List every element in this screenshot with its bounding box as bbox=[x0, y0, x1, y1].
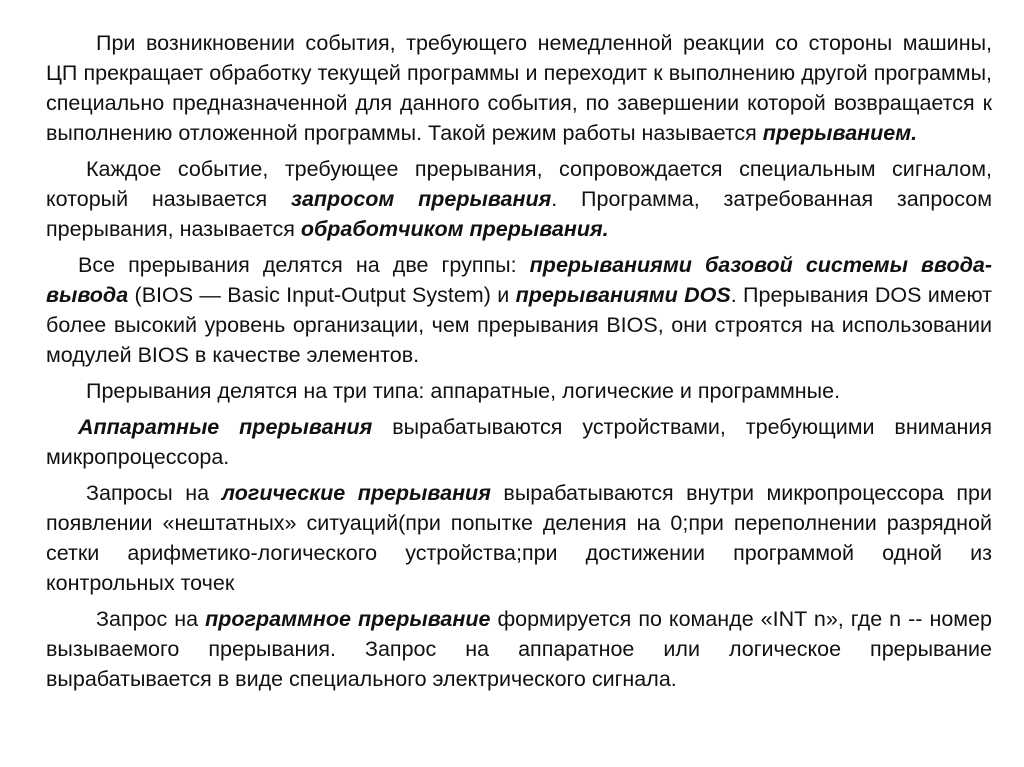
text-segment: Все прерывания делятся на две группы: bbox=[78, 253, 530, 277]
text-segment: Прерывания делятся на три типа: аппаратные, логические и программные. bbox=[86, 379, 841, 403]
paragraph-interrupt-groups bbox=[46, 250, 992, 370]
paragraph-interrupt-request bbox=[46, 154, 992, 244]
paragraph-hardware-interrupts bbox=[46, 412, 992, 472]
document-body bbox=[46, 28, 992, 700]
term-hardware-interrupts: Аппаратные прерывания bbox=[78, 415, 373, 439]
text-segment: Каждое событие, требующее прерывания, сопровождается специальным сигналом, который называется bbox=[46, 157, 992, 211]
term-interrupt-handler: обработчиком прерывания. bbox=[300, 217, 609, 241]
term-interrupt-request: запросом прерывания bbox=[291, 187, 552, 211]
paragraph-interrupt-types bbox=[46, 376, 992, 406]
term-logical-interrupts: логические прерывания bbox=[221, 481, 491, 505]
term-dos-interrupts: прерываниями DOS bbox=[515, 283, 731, 307]
text-segment: вырабатываются устройствами, требующими внимания микропроцессора. bbox=[46, 415, 992, 469]
text-segment: (BIOS — Basic Input-Output System) и bbox=[128, 283, 516, 307]
text-segment: вырабатываются внутри микропроцессора при появлении «нештатных» ситуаций(при попытке деления на 0;при переполнении разрядной сетки арифметико-логического устройства;при достижении программой одной из контрольных точек bbox=[46, 481, 992, 595]
term-interrupt: прерыванием. bbox=[762, 121, 918, 145]
text-segment: Запросы на bbox=[86, 481, 222, 505]
term-software-interrupt: программное прерывание bbox=[205, 607, 491, 631]
term-bios-interrupts: прерываниями базовой системы ввода-вывода bbox=[46, 253, 992, 307]
text-segment: Запрос на bbox=[96, 607, 206, 631]
text-segment: . Прерывания DOS имеют более высокий уровень организации, чем прерывания BIOS, они строятся на использовании модулей BIOS в качестве элементов. bbox=[46, 283, 992, 367]
text-segment: . Программа, затребованная запросом прерывания, называется bbox=[46, 187, 992, 241]
text-segment: При возникновении события, требующего немедленной реакции со стороны машины, ЦП прекращает обработку текущей программы и переходит к выполнению другой программы, специально предназначенной для данного события, по завершении которой возвращается к выполнению отложенной программы. Такой режим работы называется bbox=[46, 31, 992, 145]
paragraph-software-interrupts bbox=[46, 604, 992, 694]
paragraph-interrupt-definition bbox=[46, 28, 992, 148]
text-segment: формируется по команде «INT n», где n -- номер вызываемого прерывания. Запрос на аппаратное или логическое прерывание вырабатывается в виде специального электрического сигнала. bbox=[46, 607, 993, 691]
paragraph-logical-interrupts bbox=[46, 478, 992, 598]
